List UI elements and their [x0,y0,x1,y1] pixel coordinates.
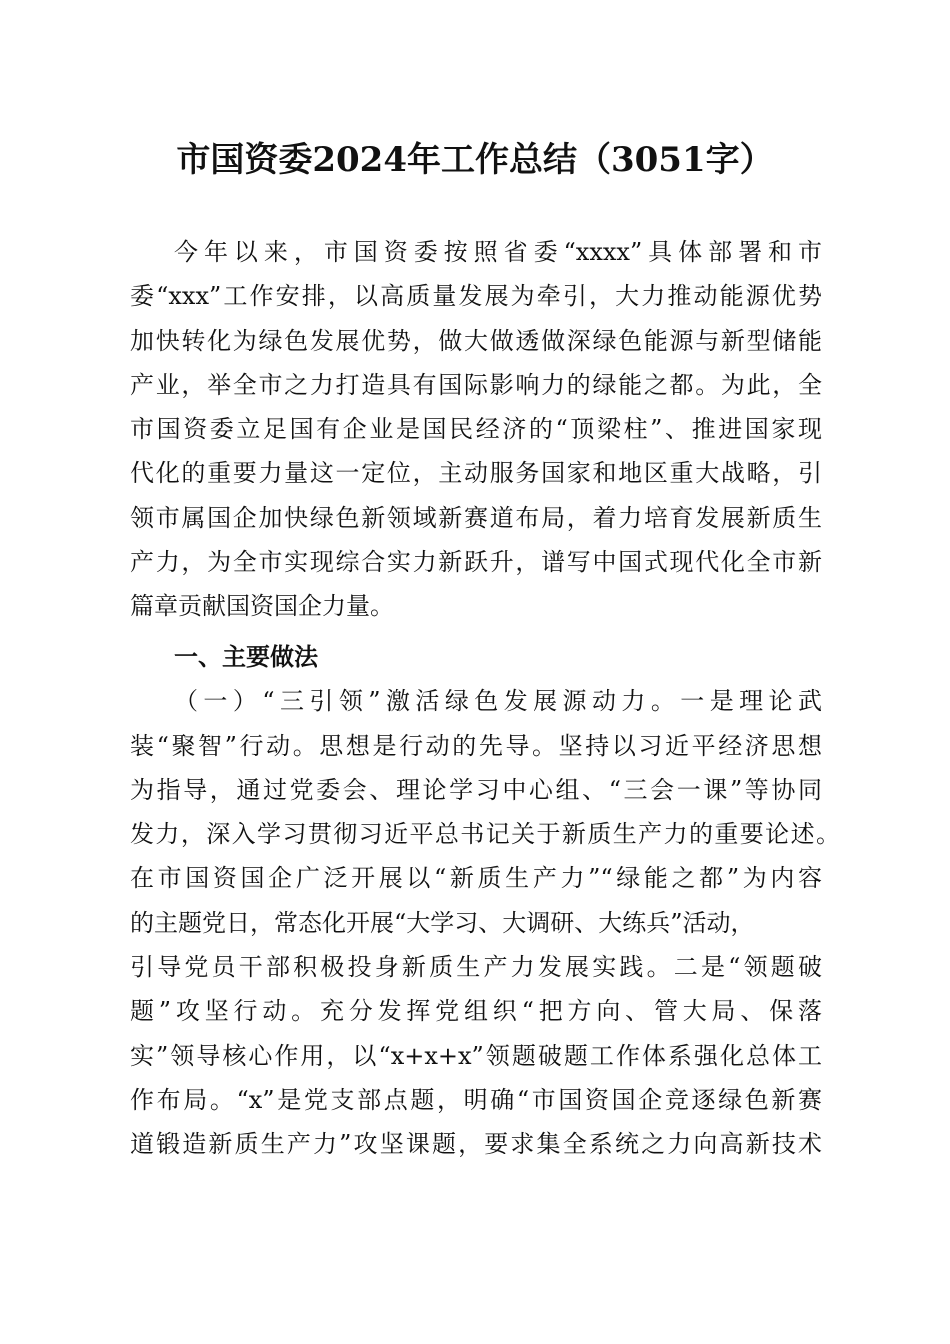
text-line: 篇章贡献国资国企力量。 [130,592,394,621]
text-line: 市国资委立足国有企业是国民经济的“顶梁柱”、推进国家现 [130,415,822,444]
text-line: 产业，举全市之力打造具有国际影响力的绿能之都。为此，全 [130,370,822,399]
text-line: 实”领导核心作用，以“x+x+x”领题破题工作体系强化总体工 [130,1041,822,1070]
paragraph-main-practices [130,635,840,1167]
text-line: 代化的重要力量这一定位，主动服务国家和地区重大战略，引 [130,459,822,488]
text-line: （一）“三引领”激活绿色发展源动力。一是理论武 [174,687,822,716]
text-line: 产力，为全市实现综合实力新跃升，谱写中国式现代化全市新 [130,548,822,577]
document-title: 市国资委2024年工作总结（3051字） [176,140,774,180]
text-line: 在市国资国企广泛开展以“新质生产力”“绿能之都”为内容 [130,864,822,893]
text-line: 装“聚智”行动。思想是行动的先导。坚持以习近平经济思想 [130,731,822,760]
text-line: 为指导，通过党委会、理论学习中心组、“三会一课”等协同 [130,775,822,804]
text-line: 今年以来，市国资委按照省委“xxxx”具体部署和市 [174,238,822,266]
text-line: 的主题党日，常态化开展“大学习、大调研、大练兵”活动， [130,908,755,937]
text-line: 加快转化为绿色发展优势，做大做透做深绿色能源与新型储能 [130,326,822,355]
text-line: 发力，深入学习贯彻习近平总书记关于新质生产力的重要论述。 [130,820,840,849]
text-line: 道锻造新质生产力”攻坚课题，要求集全系统之力向高新技术 [130,1130,822,1159]
text-line: 作布局。“x”是党支部点题，明确“市国资国企竞逐绿色新赛 [130,1085,822,1114]
text-line: 领市属国企加快绿色新领域新赛道布局，着力培育发展新质生 [130,503,822,532]
text-line: 引导党员干部积极投身新质生产力发展实践。二是“领题破 [130,953,822,982]
section-heading: 一、主要做法 [174,643,318,671]
paragraph-intro [130,230,822,629]
text-line: 题”攻坚行动。充分发挥党组织“把方向、管大局、保落 [130,997,822,1026]
text-line: 委“xxx”工作安排，以高质量发展为牵引，大力推动能源优势 [130,282,822,311]
